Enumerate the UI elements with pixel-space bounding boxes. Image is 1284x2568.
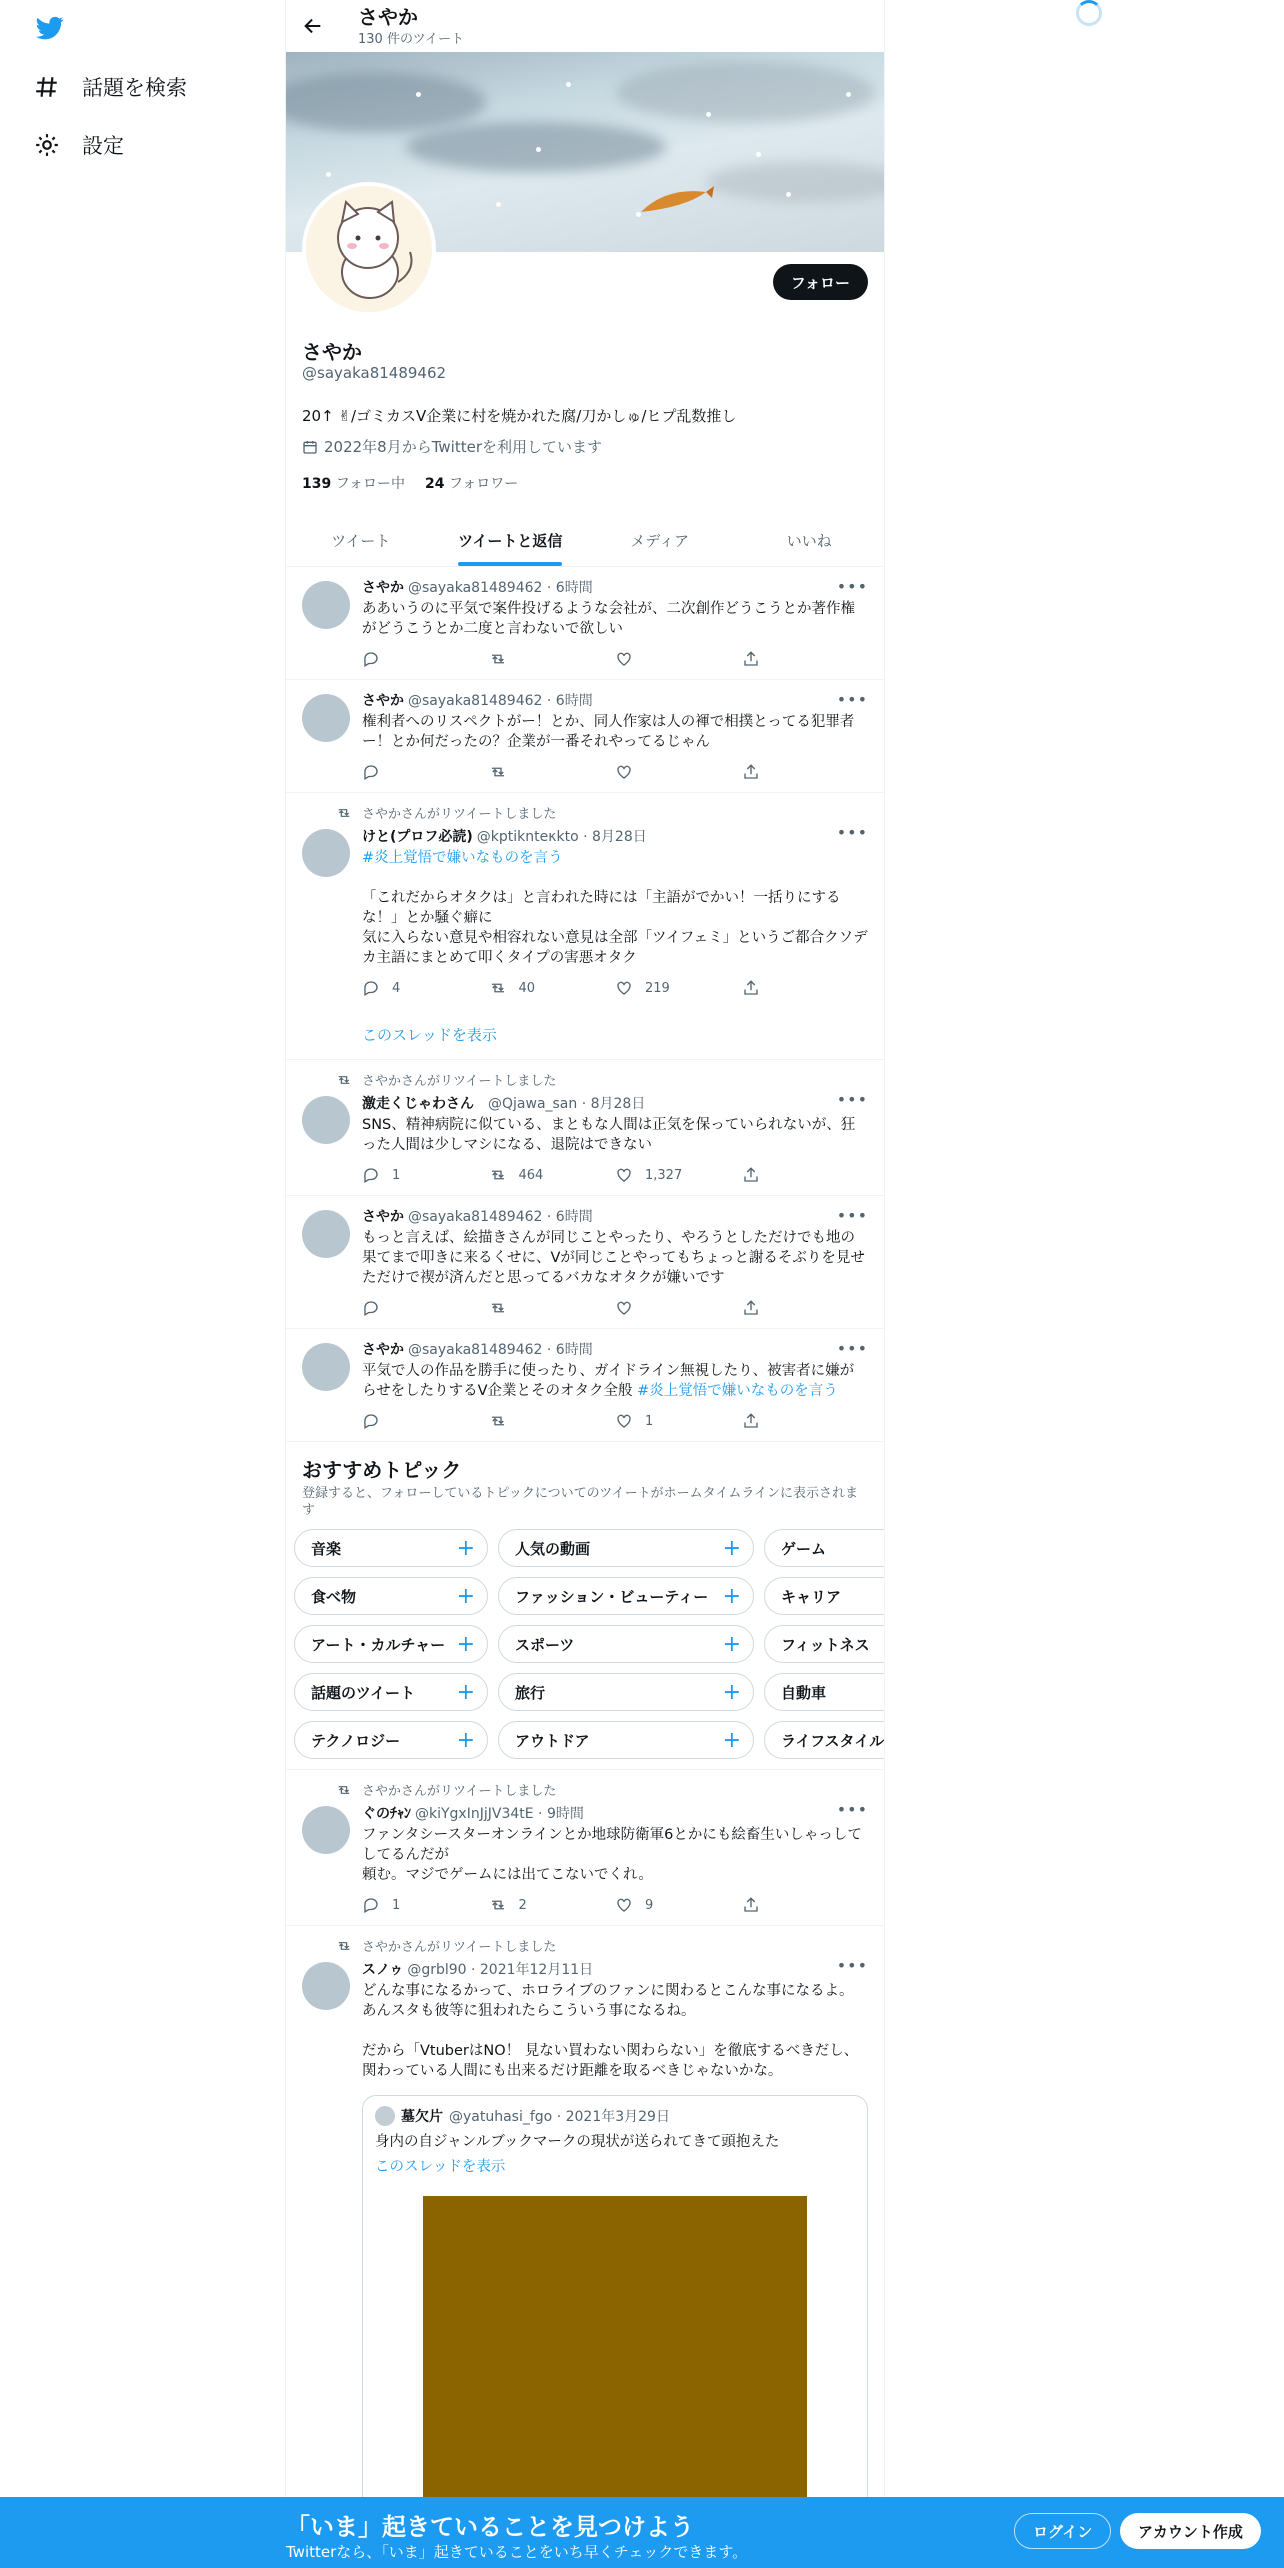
tweet-header bbox=[362, 1206, 868, 1226]
topic-chip[interactable] bbox=[498, 1625, 754, 1663]
plus-icon[interactable]: + bbox=[456, 1679, 475, 1705]
reply-icon bbox=[362, 1299, 380, 1317]
topics-title: おすすめトピック bbox=[302, 1458, 462, 1482]
tweet-meta: @Qjawa_san · 8月28日 bbox=[488, 1096, 646, 1112]
retweet-button[interactable] bbox=[489, 978, 616, 998]
tweet-text: もっと言えば、絵描きさんが同じことやったり、やろうとしただけでも地の果てまで叩きに来るくせに、Vが同じことやってもちょっと謝るそぶりを見せただけで禊が済んだと思ってるバカなオタクが嫌いです bbox=[362, 1230, 865, 1286]
reply-button[interactable] bbox=[362, 1895, 489, 1915]
topic-chip[interactable] bbox=[294, 1721, 488, 1759]
profile-tabs bbox=[286, 515, 884, 567]
topic-chip-label: フィットネス bbox=[781, 1635, 870, 1654]
retweeted-by-text: さやかさんがリツイートしました bbox=[362, 1074, 557, 1089]
following-link[interactable] bbox=[302, 473, 405, 493]
tweet-actions bbox=[362, 1411, 868, 1431]
retweeted-by-text: さやかさんがリツイートしました bbox=[362, 1784, 557, 1799]
tweet-text: 平気で人の作品を勝手に使ったり、ガイドライン無視したり、被害者に嫌がらせをしたりするV企業とそのオタク全般 bbox=[362, 1363, 855, 1399]
following-label: フォロー中 bbox=[335, 476, 405, 492]
reply-count: 4 bbox=[392, 980, 401, 996]
share-button[interactable] bbox=[742, 978, 869, 998]
topic-chip[interactable] bbox=[764, 1673, 885, 1711]
retweet-icon bbox=[489, 1896, 507, 1914]
share-button[interactable] bbox=[742, 1165, 869, 1185]
nav-explore-label: 話題を検索 bbox=[82, 76, 187, 100]
like-button[interactable] bbox=[615, 978, 742, 998]
like-button[interactable] bbox=[615, 649, 742, 669]
tweet[interactable] bbox=[286, 1770, 884, 1926]
tweet-header bbox=[362, 826, 868, 846]
tweet-text: どんな事になるかって、ホロライブのファンに関わるとこんな事になるよ。 あんスタも彼等に狙われたらこういう事になるね。 だから「VtuberはNO！ 見ない買わない関わらない」を徹底するべきだし、関わっている人間にも出来るだけ距離を取るべきじゃないかな。 bbox=[362, 1983, 859, 2079]
tab-tweets[interactable]: ツイート bbox=[331, 532, 391, 550]
topic-chip[interactable] bbox=[764, 1625, 885, 1663]
plus-icon[interactable]: + bbox=[456, 1727, 475, 1753]
topic-chip-label: アート・カルチャー bbox=[311, 1635, 446, 1654]
retweet-icon bbox=[489, 979, 507, 997]
topic-chip[interactable] bbox=[498, 1673, 754, 1711]
following-count: 139 bbox=[302, 476, 332, 492]
heart-icon bbox=[615, 1166, 633, 1184]
retweet-button[interactable] bbox=[489, 649, 616, 669]
topic-chip[interactable] bbox=[498, 1577, 754, 1615]
reply-button[interactable] bbox=[362, 1165, 489, 1185]
share-button[interactable] bbox=[742, 1895, 869, 1915]
more-options-icon[interactable]: ••• bbox=[836, 1090, 868, 1109]
retweet-button[interactable] bbox=[489, 1298, 616, 1318]
retweeted-by bbox=[336, 1070, 868, 1089]
tweet-meta: @grbl90 · 2021年12月11日 bbox=[407, 1962, 594, 1978]
like-count: 219 bbox=[645, 980, 670, 996]
plus-icon[interactable]: + bbox=[722, 1679, 741, 1705]
profile-bio: 20↑ ✌︎/ゴミカスV企業に村を焼かれた腐/刀かしゅ/ヒプ乱数推し bbox=[302, 407, 737, 425]
topic-chip-label: ゲーム bbox=[781, 1539, 827, 1558]
profile-joined bbox=[286, 426, 884, 457]
retweet-icon bbox=[489, 650, 507, 668]
hashtag-link[interactable]: #炎上覚悟で嫌いなものを言う bbox=[637, 1383, 838, 1399]
heart-icon bbox=[615, 1412, 633, 1430]
topic-chip[interactable] bbox=[294, 1625, 488, 1663]
reply-count: 1 bbox=[392, 1897, 401, 1913]
heart-icon bbox=[615, 1896, 633, 1914]
nav-explore[interactable] bbox=[34, 72, 187, 102]
like-button[interactable] bbox=[615, 762, 742, 782]
plus-icon[interactable]: + bbox=[722, 1631, 741, 1657]
tweet-meta: @sayaka81489462 · 6時間 bbox=[408, 1342, 593, 1358]
share-button[interactable] bbox=[742, 649, 869, 669]
quoted-avatar bbox=[375, 2106, 395, 2126]
heart-icon bbox=[615, 763, 633, 781]
tweet-avatar[interactable] bbox=[302, 694, 350, 742]
followers-label: フォロワー bbox=[448, 476, 519, 492]
retweet-count: 40 bbox=[518, 980, 536, 996]
share-icon bbox=[742, 979, 760, 997]
twitter-logo-icon[interactable] bbox=[34, 14, 66, 42]
heart-icon bbox=[615, 979, 633, 997]
like-count: 9 bbox=[645, 1897, 654, 1913]
topic-chip[interactable] bbox=[764, 1577, 885, 1615]
tweet-meta: @kiYgxInJjJV34tE · 9時間 bbox=[415, 1806, 584, 1822]
cat-avatar-illustration bbox=[306, 186, 432, 312]
quoted-text: 身内の自ジャンルブックマークの現状が送られてきて頭抱えた bbox=[375, 2134, 780, 2150]
tab-media[interactable]: メディア bbox=[630, 532, 690, 550]
topic-chip[interactable] bbox=[764, 1721, 885, 1759]
retweet-icon bbox=[336, 1938, 352, 1954]
plus-icon[interactable]: + bbox=[456, 1535, 475, 1561]
retweet-button[interactable] bbox=[489, 1895, 616, 1915]
reply-button[interactable] bbox=[362, 762, 489, 782]
share-icon bbox=[742, 650, 760, 668]
topics-subtitle: 登録すると、フォローしているトピックについてのツイートがホームタイムラインに表示されます bbox=[302, 1486, 859, 1518]
profile-name: さやか bbox=[302, 340, 362, 364]
retweeted-by-text: さやかさんがリツイートしました bbox=[362, 1940, 557, 1955]
quoted-tweet[interactable] bbox=[362, 2095, 868, 2517]
tweet[interactable] bbox=[286, 1060, 884, 1196]
tweet-author-name[interactable]: さやか bbox=[362, 1209, 404, 1225]
tweet-text: ああいうのに平気で案件投げるような会社が、二次創作どうこうとか著作権がどうこうとか二度と言わないで欲しい bbox=[362, 601, 855, 637]
share-icon bbox=[742, 1166, 760, 1184]
tweet-author-name[interactable]: さやか bbox=[362, 1342, 404, 1358]
more-options-icon[interactable]: ••• bbox=[836, 1339, 868, 1358]
followers-link[interactable] bbox=[425, 473, 518, 493]
tweet-author-name[interactable]: さやか bbox=[362, 580, 404, 596]
topbar-name: さやか bbox=[358, 4, 418, 29]
retweet-icon bbox=[336, 1782, 352, 1798]
heart-icon bbox=[615, 1299, 633, 1317]
tweet-header bbox=[362, 1339, 868, 1359]
topic-chip-label: ファッション・ビューティー bbox=[515, 1587, 709, 1606]
signup-bottom-bar bbox=[0, 2497, 1284, 2568]
topic-chip-label: 自動車 bbox=[781, 1683, 827, 1702]
share-button[interactable] bbox=[742, 1298, 869, 1318]
tweet-avatar[interactable] bbox=[302, 1962, 350, 2010]
tweet-header bbox=[362, 1803, 868, 1823]
hashtag-link[interactable]: #炎上覚悟で嫌いなものを言う bbox=[362, 850, 563, 866]
plus-icon[interactable]: + bbox=[722, 1727, 741, 1753]
quoted-tweet-header bbox=[375, 2106, 855, 2126]
followers-count: 24 bbox=[425, 476, 445, 492]
tweet-header bbox=[362, 690, 868, 710]
tweet-text-container bbox=[362, 1361, 868, 1401]
topic-chip-label: 音楽 bbox=[311, 1539, 342, 1558]
topic-chip-label: ライフスタイル bbox=[781, 1731, 885, 1750]
tweet-meta: @sayaka81489462 · 6時間 bbox=[408, 1209, 593, 1225]
like-button[interactable] bbox=[615, 1165, 742, 1185]
tweet[interactable] bbox=[286, 680, 884, 793]
more-options-icon[interactable]: ••• bbox=[836, 690, 868, 709]
reply-icon bbox=[362, 979, 380, 997]
tweet-actions bbox=[362, 978, 868, 998]
tweet-text: 権利者へのリスペクトがー！とか、同人作家は人の褌で相撲とってる犯罪者ー！とか何だったの？企業が一番それやってるじゃん bbox=[362, 714, 855, 750]
more-options-icon[interactable]: ••• bbox=[836, 823, 868, 842]
reply-icon bbox=[362, 1412, 380, 1430]
tweet[interactable] bbox=[286, 1329, 884, 1442]
retweet-icon bbox=[336, 805, 352, 821]
retweet-icon bbox=[489, 1412, 507, 1430]
retweeted-by bbox=[336, 1936, 868, 1955]
like-button[interactable] bbox=[615, 1411, 742, 1431]
retweet-button[interactable] bbox=[489, 1165, 616, 1185]
share-icon bbox=[742, 1896, 760, 1914]
topic-chip-label: 食べ物 bbox=[311, 1587, 357, 1606]
hashtag-icon bbox=[34, 74, 60, 100]
tweet[interactable] bbox=[286, 1196, 884, 1329]
topic-chip-label: アウトドア bbox=[515, 1731, 590, 1750]
profile-header bbox=[286, 252, 884, 422]
tweet-actions bbox=[362, 1165, 868, 1185]
like-count: 1 bbox=[645, 1413, 654, 1429]
retweeted-by bbox=[336, 1780, 868, 1799]
reply-icon bbox=[362, 1896, 380, 1914]
share-button[interactable] bbox=[742, 1411, 869, 1431]
recommended-topics bbox=[286, 1442, 884, 1770]
topic-chip-label: 人気の動画 bbox=[515, 1539, 591, 1558]
retweet-count: 2 bbox=[518, 1897, 527, 1913]
tweet-header bbox=[362, 577, 868, 597]
like-count: 1,327 bbox=[645, 1167, 683, 1183]
bottom-bar-title: 「いま」起きていることを見つけよう bbox=[286, 2513, 694, 2541]
more-options-icon[interactable]: ••• bbox=[836, 1956, 868, 1975]
tweet[interactable] bbox=[286, 793, 884, 1060]
more-options-icon[interactable]: ••• bbox=[836, 1800, 868, 1819]
reply-icon bbox=[362, 1166, 380, 1184]
tweet-actions bbox=[362, 762, 868, 782]
topic-chip[interactable] bbox=[498, 1721, 754, 1759]
tweet-text: SNS、精神病院に似ている、まともな人間は正気を保っていられないが、狂った人間は少しマシになる、退院はできない bbox=[362, 1117, 856, 1153]
tweet-author-name[interactable]: スノゥ bbox=[362, 1962, 404, 1978]
tweet-header bbox=[362, 1093, 868, 1113]
tweet-header bbox=[362, 1959, 868, 1979]
tweet[interactable] bbox=[286, 567, 884, 680]
quoted-media-image[interactable] bbox=[423, 2196, 807, 2506]
reply-button[interactable] bbox=[362, 1411, 489, 1431]
tweet-actions bbox=[362, 649, 868, 669]
plus-icon[interactable]: + bbox=[722, 1535, 741, 1561]
reply-button[interactable] bbox=[362, 1298, 489, 1318]
reply-icon bbox=[362, 650, 380, 668]
topic-chip-label: キャリア bbox=[781, 1587, 842, 1606]
tweet-author-name[interactable]: さやか bbox=[362, 693, 404, 709]
retweet-count: 464 bbox=[518, 1167, 544, 1183]
topic-chip[interactable] bbox=[294, 1529, 488, 1567]
more-options-icon[interactable]: ••• bbox=[836, 1206, 868, 1225]
tweet-meta: @sayaka81489462 · 6時間 bbox=[408, 580, 593, 596]
main-column bbox=[285, 0, 885, 2568]
topic-chip-label: スポーツ bbox=[515, 1635, 575, 1654]
tweet-text: ファンタシースターオンラインとか地球防衛軍6とかにも絵畜生いしゃっしてしてるんだが 頼む。マジでゲームには出てこないでくれ。 bbox=[362, 1827, 862, 1883]
reply-count: 1 bbox=[392, 1167, 401, 1183]
share-icon bbox=[742, 763, 760, 781]
tweet-actions bbox=[362, 1298, 868, 1318]
topic-chip-label: 話題のツイート bbox=[311, 1683, 415, 1702]
retweet-icon bbox=[336, 1072, 352, 1088]
tweet-actions bbox=[362, 1895, 868, 1915]
like-button[interactable] bbox=[615, 1298, 742, 1318]
topic-chip-label: テクノロジー bbox=[311, 1731, 401, 1750]
tweet-avatar[interactable] bbox=[302, 581, 350, 629]
quoted-author-name: 墓欠片 bbox=[401, 2109, 443, 2125]
tweet-text: 「これだからオタクは」と言われた時には「主語がでかい！一括りにするな！」とか騒ぐ癖に 気に入らない意見や相容れない意見は全部「ツイフェミ」というご都合クソデカ主語にまとめて叩くタイプの害悪オタク bbox=[362, 890, 868, 966]
topic-chip[interactable] bbox=[294, 1577, 488, 1615]
tweet-avatar[interactable] bbox=[302, 1210, 350, 1258]
topic-chip-grid bbox=[294, 1529, 885, 1759]
profile-avatar[interactable] bbox=[302, 182, 436, 316]
tweet-author-name[interactable]: ぐのﾁｬﾝ bbox=[362, 1806, 411, 1822]
share-button[interactable] bbox=[742, 762, 869, 782]
topbar-tweet-count: 130 件のツイート bbox=[358, 31, 465, 47]
share-icon bbox=[742, 1299, 760, 1317]
joined-text: 2022年8月からTwitterを利用しています bbox=[324, 438, 602, 456]
tab-tweets-and-replies[interactable]: ツイートと返信 bbox=[436, 515, 586, 566]
tweet-avatar[interactable] bbox=[302, 1806, 350, 1854]
topic-chip[interactable] bbox=[498, 1529, 754, 1567]
loading-spinner-icon bbox=[1076, 0, 1102, 26]
reply-button[interactable] bbox=[362, 978, 489, 998]
plus-icon[interactable]: + bbox=[722, 1583, 741, 1609]
tweet[interactable] bbox=[286, 1926, 884, 2527]
quoted-meta: @yatuhasi_fgo · 2021年3月29日 bbox=[449, 2109, 670, 2125]
tweet-avatar[interactable] bbox=[302, 829, 350, 877]
tweet-avatar[interactable] bbox=[302, 1096, 350, 1144]
gear-icon bbox=[34, 132, 60, 158]
show-thread-link[interactable]: このスレッドを表示 bbox=[375, 2159, 506, 2175]
calendar-icon bbox=[302, 439, 318, 455]
retweeted-by-text: さやかさんがリツイートしました bbox=[362, 807, 557, 822]
login-button[interactable]: ログイン bbox=[1014, 2513, 1111, 2549]
reply-icon bbox=[362, 763, 380, 781]
plus-icon[interactable]: + bbox=[456, 1631, 475, 1657]
profile-handle: @sayaka81489462 bbox=[302, 364, 447, 382]
more-options-icon[interactable]: ••• bbox=[836, 577, 868, 596]
show-thread-link[interactable]: このスレッドを表示 bbox=[362, 1026, 497, 1044]
retweet-icon bbox=[489, 1299, 507, 1317]
retweeted-by bbox=[336, 803, 868, 822]
signup-button[interactable]: アカウント作成 bbox=[1120, 2513, 1261, 2549]
profile-topbar bbox=[286, 0, 884, 52]
topic-chip[interactable] bbox=[764, 1529, 885, 1567]
tweet-author-name[interactable]: けと(プロフ必読) bbox=[362, 829, 473, 845]
retweet-icon bbox=[489, 763, 507, 781]
reply-button[interactable] bbox=[362, 649, 489, 669]
retweet-button[interactable] bbox=[489, 1411, 616, 1431]
share-icon bbox=[742, 1412, 760, 1430]
heart-icon bbox=[615, 650, 633, 668]
retweet-icon bbox=[489, 1166, 507, 1184]
plus-icon[interactable]: + bbox=[456, 1583, 475, 1609]
tweet-avatar[interactable] bbox=[302, 1343, 350, 1391]
tweet-meta: @sayaka81489462 · 6時間 bbox=[408, 693, 593, 709]
tab-likes[interactable]: いいね bbox=[786, 532, 832, 550]
topic-chip-label: 旅行 bbox=[515, 1683, 546, 1702]
follow-stats bbox=[286, 457, 884, 493]
nav-settings[interactable] bbox=[34, 130, 124, 160]
retweet-button[interactable] bbox=[489, 762, 616, 782]
tweet-author-name[interactable]: 激走くじゃわさん bbox=[362, 1096, 474, 1112]
topic-chip[interactable] bbox=[294, 1673, 488, 1711]
back-arrow-icon[interactable] bbox=[302, 15, 324, 37]
like-button[interactable] bbox=[615, 1895, 742, 1915]
leaf-fish-illustration bbox=[636, 182, 716, 222]
tweet-meta: @kptiknteκkto · 8月28日 bbox=[476, 829, 647, 845]
follow-button[interactable]: フォロー bbox=[773, 264, 868, 300]
nav-settings-label: 設定 bbox=[82, 134, 124, 158]
bottom-bar-subtitle: Twitterなら、「いま」起きていることをいち早くチェックできます。 bbox=[286, 2543, 748, 2561]
